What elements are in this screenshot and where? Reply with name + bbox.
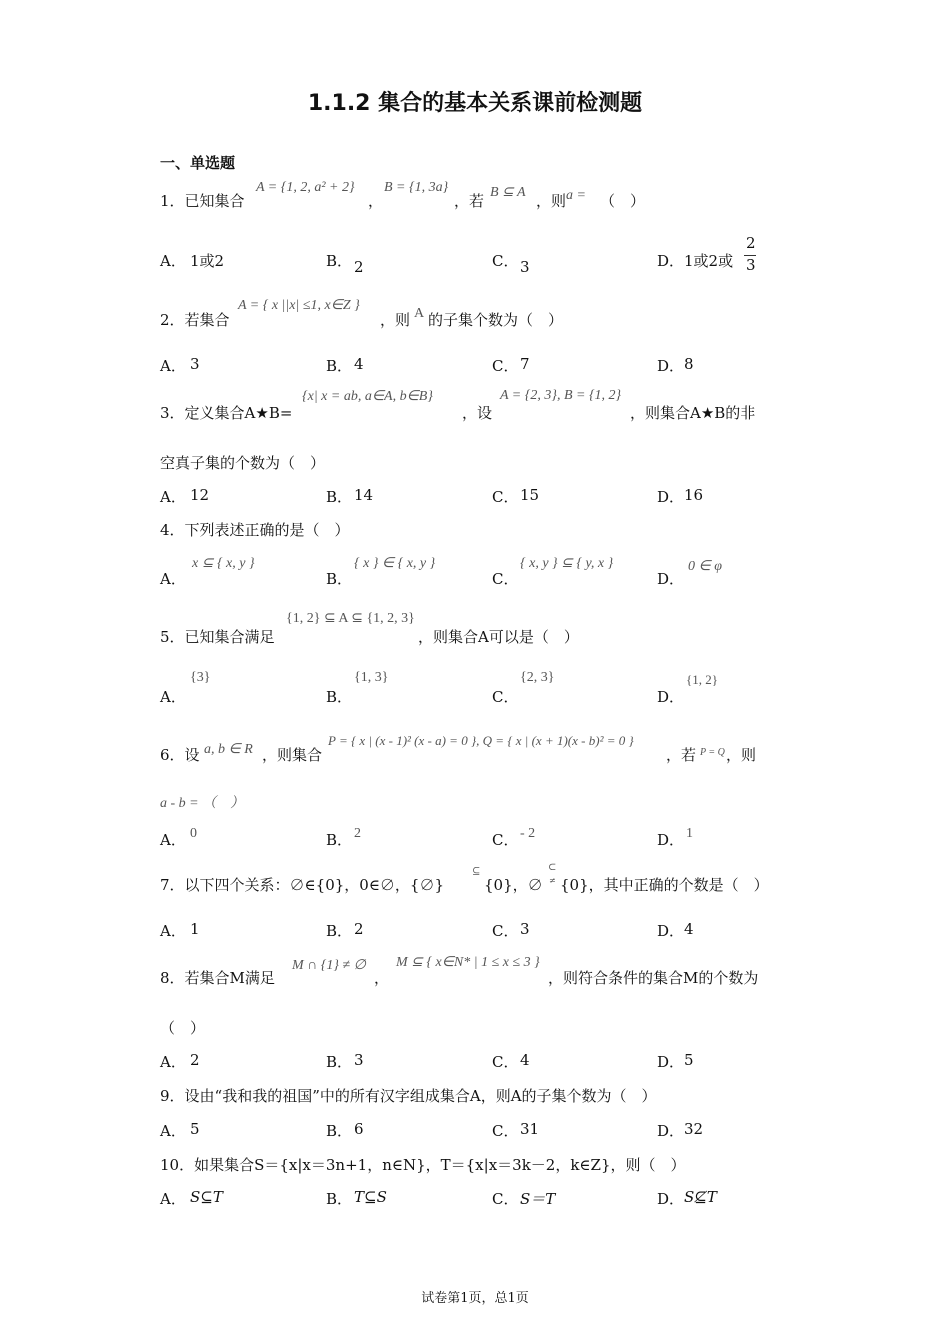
q5-option-a[interactable]: {3}	[190, 670, 211, 685]
q8-option-b-label[interactable]: B．	[326, 1053, 353, 1071]
q1-mid2: ，则	[536, 192, 567, 210]
q6-mid: ，则集合	[262, 746, 323, 764]
q2-stem: 2．若集合	[160, 311, 230, 329]
q1-option-d[interactable]: 1或2或	[684, 252, 734, 270]
q5-option-d[interactable]: {1, 2}	[686, 672, 718, 687]
q3-stem: 3．定义集合A★B=	[160, 404, 293, 422]
q3-stem-line2: 空真子集的个数为（ ）	[160, 454, 326, 472]
q10-option-c[interactable]: S＝T	[520, 1190, 556, 1208]
q7-not-equal-symbol: ≠	[549, 876, 556, 885]
q8-condition-1: M ∩ {1} ≠ ∅	[292, 958, 366, 973]
q6-option-a-label[interactable]: A．	[160, 831, 186, 849]
q9-option-a[interactable]: 5	[190, 1120, 200, 1138]
q3-mid: ，设	[462, 404, 493, 422]
q3-option-c[interactable]: 15	[520, 486, 540, 504]
q6-option-c-label[interactable]: C．	[492, 831, 519, 849]
page-footer: 试卷第1页，总1页	[421, 1291, 529, 1306]
q5-option-b-label[interactable]: B．	[326, 688, 353, 706]
q10-option-b-label[interactable]: B．	[326, 1190, 353, 1208]
q3-option-d[interactable]: 16	[684, 486, 704, 504]
q8-option-c[interactable]: 4	[520, 1051, 530, 1069]
q6-tail: ，则	[726, 746, 757, 764]
q10-option-d-label[interactable]: D．	[657, 1190, 685, 1208]
q1-mid: ，若	[454, 192, 485, 210]
q1-comma: ，	[368, 192, 384, 210]
q7-option-b-label[interactable]: B．	[326, 922, 353, 940]
q8-option-a[interactable]: 2	[190, 1051, 200, 1069]
q8-comma: ，	[374, 969, 390, 987]
q4-option-d-label[interactable]: D．	[657, 570, 685, 588]
q4-option-a-label[interactable]: A．	[160, 570, 186, 588]
q8-condition-2: M ⊆ { x∈N* | 1 ≤ x ≤ 3 }	[396, 955, 540, 970]
q3-option-a-label[interactable]: A．	[160, 488, 186, 506]
q1-condition: B ⊆ A	[490, 185, 526, 200]
q6-vars: a, b ∈ R	[204, 742, 253, 757]
q9-option-c-label[interactable]: C．	[492, 1122, 519, 1140]
q4-option-c[interactable]: { x, y } ⊆ { y, x }	[520, 556, 614, 571]
q7-tail: {0}，其中正确的个数是（ ）	[560, 876, 769, 894]
q2-option-d-label[interactable]: D．	[657, 357, 685, 375]
q9-option-b-label[interactable]: B．	[326, 1122, 353, 1140]
q5-option-c[interactable]: {2, 3}	[520, 670, 555, 685]
q4-stem: 4．下列表述正确的是（ ）	[160, 521, 350, 539]
q4-option-b[interactable]: { x } ∈ { x, y }	[354, 556, 436, 571]
q4-option-d[interactable]: 0 ∈ φ	[688, 559, 722, 574]
q7-option-c-label[interactable]: C．	[492, 922, 519, 940]
q1-option-b[interactable]: 2	[354, 258, 364, 276]
q3-option-d-label[interactable]: D．	[657, 488, 685, 506]
q1-option-a-label[interactable]: A．	[160, 252, 186, 270]
q3-tail: ，则集合A★B的非	[630, 404, 756, 422]
q8-stem: 8．若集合M满足	[160, 969, 275, 987]
q6-option-d-label[interactable]: D．	[657, 831, 685, 849]
q4-option-b-label[interactable]: B．	[326, 570, 353, 588]
q9-option-a-label[interactable]: A．	[160, 1122, 186, 1140]
q10-option-a[interactable]: S⊆T	[190, 1188, 223, 1206]
q4-option-a[interactable]: x ⊆ { x, y }	[192, 556, 255, 571]
q7-subset-symbol: ⊆	[472, 866, 481, 877]
q1-set-a: A = {1, 2, a² + 2}	[256, 180, 355, 195]
q10-option-d[interactable]: S⊈T	[684, 1188, 717, 1206]
q8-stem-line2: （ ）	[160, 1019, 206, 1037]
q5-option-a-label[interactable]: A．	[160, 688, 186, 706]
q8-option-d-label[interactable]: D．	[657, 1053, 685, 1071]
q9-option-b[interactable]: 6	[354, 1120, 364, 1138]
q7-proper-subset-symbol: ⊂	[548, 862, 557, 873]
q5-option-c-label[interactable]: C．	[492, 688, 519, 706]
q3-option-a[interactable]: 12	[190, 486, 210, 504]
q7-stem-part2: {0}，∅	[484, 876, 543, 894]
q1-option-d-frac-num: 2	[746, 234, 756, 252]
q2-option-a-label[interactable]: A．	[160, 357, 186, 375]
q5-stem: 5．已知集合满足	[160, 628, 275, 646]
q6-stem-line2: a - b = （ ）	[160, 796, 245, 811]
q10-option-c-label[interactable]: C．	[492, 1190, 519, 1208]
q5-option-d-label[interactable]: D．	[657, 688, 685, 706]
page-title: 1.1.2 集合的基本关系课前检测题	[307, 91, 643, 116]
q2-set-a: A = { x ||x| ≤1, x∈Z }	[238, 298, 360, 313]
q8-option-c-label[interactable]: C．	[492, 1053, 519, 1071]
q10-option-a-label[interactable]: A．	[160, 1190, 186, 1208]
q8-tail: ，则符合条件的集合M的个数为	[548, 969, 759, 987]
q8-option-d[interactable]: 5	[684, 1051, 694, 1069]
q2-option-d[interactable]: 8	[684, 355, 694, 373]
q7-option-d-label[interactable]: D．	[657, 922, 685, 940]
q10-stem: 10．如果集合S＝{x|x＝3n+1，n∈N}，T＝{x|x＝3k－2，k∈Z}，则（ ）	[160, 1156, 686, 1174]
q1-tail: （ ）	[600, 192, 646, 210]
q2-mid: ，则	[380, 311, 411, 329]
q6-sets: P = { x | (x - 1)² (x - a) = 0 }, Q = { x | (x + 1)(x - b)² = 0 }	[328, 733, 634, 748]
q9-option-d[interactable]: 32	[684, 1120, 704, 1138]
q5-condition: {1, 2} ⊆ A ⊆ {1, 2, 3}	[286, 611, 415, 626]
q6-option-c[interactable]: - 2	[520, 826, 536, 841]
q3-option-c-label[interactable]: C．	[492, 488, 519, 506]
q6-option-d[interactable]: 1	[686, 826, 693, 841]
q1-option-c[interactable]: 3	[520, 258, 530, 276]
q1-stem: 1．已知集合	[160, 192, 245, 210]
q1-set-b: B = {1, 3a}	[384, 180, 449, 195]
q1-option-b-label[interactable]: B．	[326, 252, 353, 270]
q1-option-d-label[interactable]: D．	[657, 252, 685, 270]
q5-option-b[interactable]: {1, 3}	[354, 670, 389, 685]
q3-definition: {x| x = ab, a∈A, b∈B}	[302, 389, 433, 404]
q2-symbol: A	[414, 306, 425, 321]
section-heading: 一、单选题	[160, 154, 236, 172]
q6-mid2: ，若	[666, 746, 697, 764]
q6-option-a[interactable]: 0	[190, 826, 197, 841]
q2-option-c-label[interactable]: C．	[492, 357, 519, 375]
q8-option-a-label[interactable]: A．	[160, 1053, 186, 1071]
q7-stem: 7．以下四个关系：∅∈{0}，0∈∅，{∅}	[160, 876, 445, 894]
q1-ask: a =	[566, 188, 586, 203]
q7-option-a-label[interactable]: A．	[160, 922, 186, 940]
q1-option-d-frac-den: 3	[746, 256, 756, 274]
q7-option-a[interactable]: 1	[190, 920, 200, 938]
q9-stem: 9．设由“我和我的祖国”中的所有汉字组成集合A，则A的子集个数为（ ）	[160, 1087, 657, 1105]
q2-option-b-label[interactable]: B．	[326, 357, 353, 375]
q8-option-b[interactable]: 3	[354, 1051, 364, 1069]
q3-sets: A = {2, 3}, B = {1, 2}	[500, 388, 622, 403]
q1-option-c-label[interactable]: C．	[492, 252, 519, 270]
q9-option-c[interactable]: 31	[520, 1120, 540, 1138]
q4-option-c-label[interactable]: C．	[492, 570, 519, 588]
q7-option-b[interactable]: 2	[354, 920, 364, 938]
q9-option-d-label[interactable]: D．	[657, 1122, 685, 1140]
q3-option-b[interactable]: 14	[354, 486, 374, 504]
q7-option-c[interactable]: 3	[520, 920, 530, 938]
q7-option-d[interactable]: 4	[684, 920, 694, 938]
q2-option-b[interactable]: 4	[354, 355, 364, 373]
q2-option-a[interactable]: 3	[190, 355, 200, 373]
q3-option-b-label[interactable]: B．	[326, 488, 353, 506]
q2-option-c[interactable]: 7	[520, 355, 530, 373]
q6-option-b[interactable]: 2	[354, 826, 361, 841]
q1-option-a[interactable]: 1或2	[190, 252, 225, 270]
q6-condition: P = Q	[700, 747, 725, 758]
q10-option-b[interactable]: T⊆S	[354, 1188, 387, 1206]
q2-tail: 的子集个数为（ ）	[428, 311, 564, 329]
q6-option-b-label[interactable]: B．	[326, 831, 353, 849]
q6-stem: 6．设	[160, 746, 200, 764]
q5-tail: ，则集合A可以是（ ）	[418, 628, 579, 646]
